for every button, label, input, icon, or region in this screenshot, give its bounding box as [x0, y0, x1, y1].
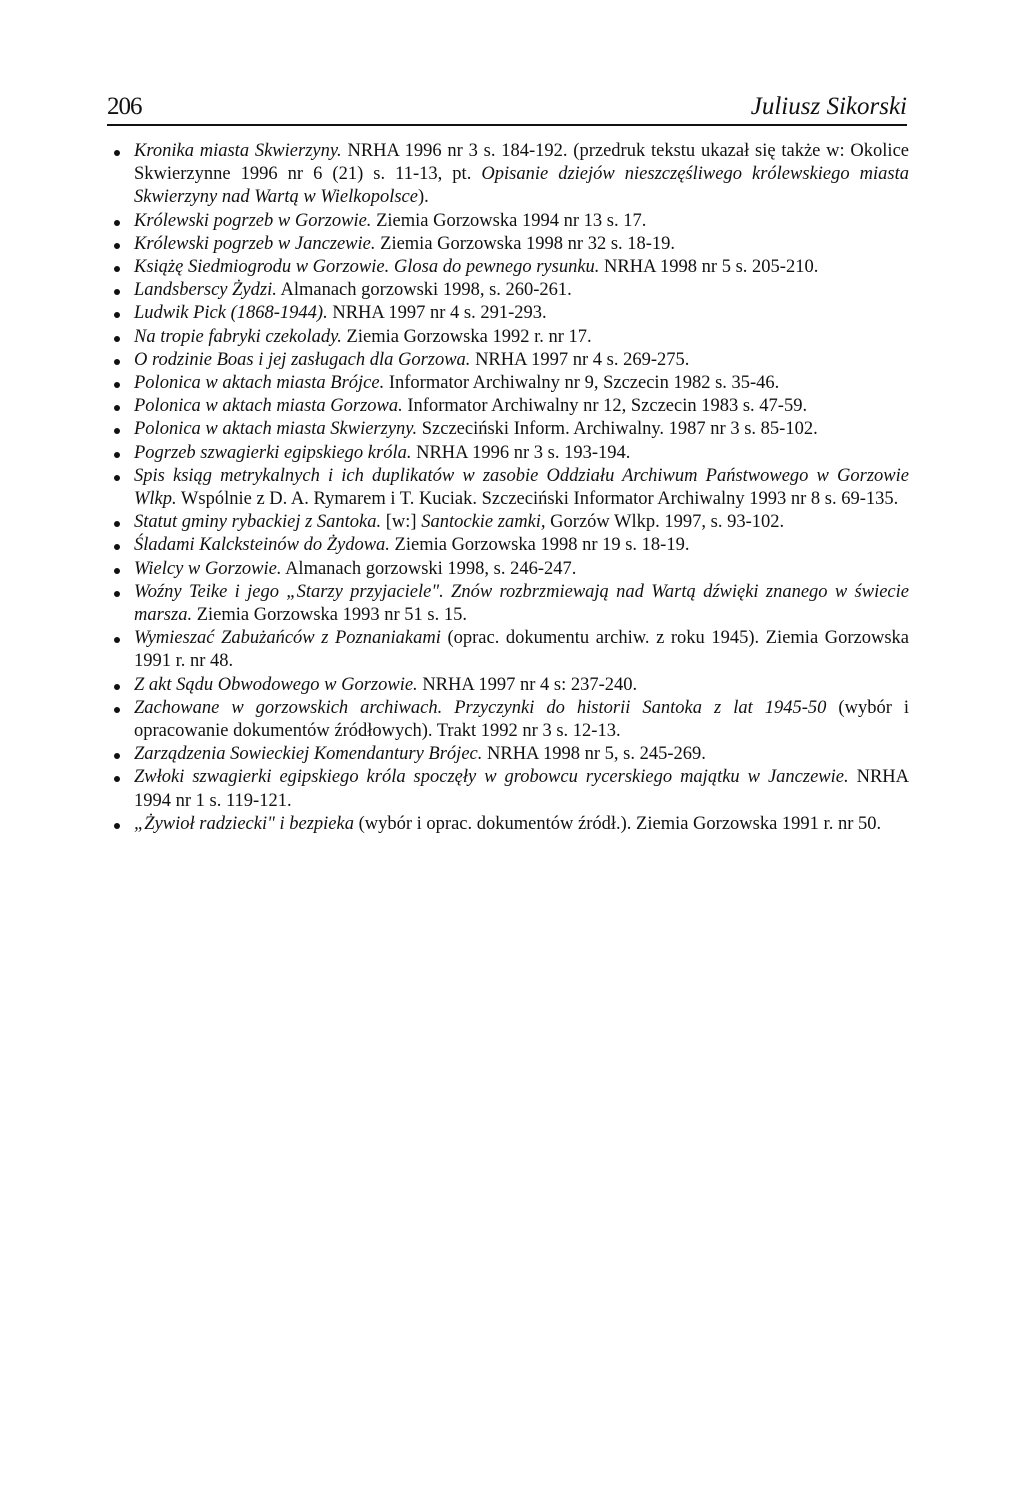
entry-details: NRHA 1997 nr 4 s. 291-293.: [327, 303, 547, 324]
bibliography-entry: [114, 349, 909, 372]
entry-details: NRHA 1996 nr 3 s. 193-194.: [411, 442, 631, 463]
entry-title: Woźny Teike i jego „Starzy przyjaciele". Znów rozbrzmiewają nad Wartą dźwięki znanego w świecie marsza.: [134, 581, 909, 626]
bibliography-entry: [114, 442, 909, 465]
entry-details: NRHA 1998 nr 5, s. 245-269.: [482, 744, 706, 765]
entry-title: Wymieszać Zabużańców z Poznaniakami: [134, 628, 441, 649]
entry-title: Książę Siedmiogrodu w Gorzowie. Glosa do pewnego rysunku.: [134, 257, 600, 278]
entry-title: Wielcy w Gorzowie.: [134, 558, 282, 579]
entry-title: Zachowane w gorzowskich archiwach. Przyczynki do historii Santoka z lat 1945-50: [134, 697, 827, 718]
entry-details: NRHA 1998 nr 5 s. 205-210.: [599, 257, 819, 278]
bibliography-entry: [114, 674, 909, 697]
entry-details-2: ).: [417, 187, 429, 208]
bibliography-entry: [114, 743, 909, 766]
entry-title: Statut gminy rybackiej z Santoka.: [134, 512, 382, 533]
bibliography-entry: [114, 256, 909, 279]
entry-details: Informator Archiwalny nr 9, Szczecin 1982 s. 35-46.: [384, 373, 780, 394]
entry-details: Wspólnie z D. A. Rymarem i T. Kuciak. Szczeciński Informator Archiwalny 1993 nr 8 s. 69-135.: [176, 489, 899, 510]
entry-details: NRHA 1996 nr 3 s. 184-192. (przedruk tekstu ukazał się także w: Okolice Skwierzynne 1996 nr 6 (21) s. 11-13, pt.: [134, 141, 909, 185]
bibliography-entry: [114, 210, 909, 233]
bibliography-entry: [114, 627, 909, 673]
entry-details: Ziemia Gorzowska 1998 nr 19 s. 18-19.: [389, 535, 690, 556]
entry-title: Królewski pogrzeb w Gorzowie.: [134, 210, 372, 231]
entry-details: [w:]: [381, 512, 422, 533]
entry-details: NRHA 1994 nr 1 s. 119-121.: [134, 767, 910, 811]
entry-details: (wybór i opracowanie dokumentów źródłowych). Trakt 1992 nr 3 s. 12-13.: [134, 697, 910, 742]
bibliography-entry: [114, 511, 909, 534]
entry-details-2: Gorzów Wlkp. 1997, s. 93-102.: [545, 512, 785, 533]
entry-title: Z akt Sądu Obwodowego w Gorzowie.: [134, 674, 418, 695]
entry-details: (wybór i oprac. dokumentów źródł.). Ziemia Gorzowska 1991 r. nr 50.: [353, 813, 882, 834]
entry-title: Na tropie fabryki czekolady.: [134, 326, 342, 347]
entry-details: Ziemia Gorzowska 1992 r. nr 17.: [341, 326, 592, 347]
entry-details: NRHA 1997 nr 4 s. 269-275.: [470, 349, 690, 370]
bibliography-entry: [114, 372, 909, 395]
bibliography-entry: [114, 465, 909, 511]
entry-title-2: Santockie zamki,: [421, 512, 546, 533]
bibliography-entry: [114, 766, 909, 812]
entry-title: Landsberscy Żydzi.: [134, 280, 277, 301]
entry-details: Informator Archiwalny nr 12, Szczecin 1983 s. 47-59.: [402, 396, 808, 417]
entry-title: Polonica w aktach miasta Skwierzyny.: [134, 419, 418, 440]
entry-title: Spis ksiąg metrykalnych i ich duplikatów w zasobie Oddziału Archiwum Państwowego w Gorzowie Wlkp.: [134, 465, 909, 510]
bibliography-entry: [114, 558, 909, 581]
entry-title: Polonica w aktach miasta Gorzowa.: [134, 396, 403, 417]
entry-title: Polonica w aktach miasta Brójce.: [134, 373, 385, 394]
page-number: 206: [107, 93, 142, 120]
entry-details: (oprac. dokumentu archiw. z roku 1945). Ziemia Gorzowska 1991 r. nr 48.: [134, 628, 909, 672]
page-header: [107, 86, 907, 126]
bibliography-entry: [114, 581, 909, 627]
entry-details: Ziemia Gorzowska 1993 nr 51 s. 15.: [192, 605, 467, 626]
running-head: Juliusz Sikorski: [750, 93, 907, 120]
entry-details: Ziemia Gorzowska 1994 nr 13 s. 17.: [371, 210, 647, 231]
entry-details: Almanach gorzowski 1998, s. 246-247.: [281, 558, 577, 579]
entry-title: Śladami Kalcksteinów do Żydowa.: [134, 535, 390, 556]
entry-title: Ludwik Pick (1868-1944).: [134, 303, 328, 324]
entry-title: O rodzinie Boas i jej zasługach dla Gorzowa.: [134, 349, 471, 370]
bibliography-entry: [114, 302, 909, 325]
bibliography-entry: [114, 326, 909, 349]
bibliography-entry: [114, 140, 909, 210]
entry-title: „Żywioł radziecki" i bezpieka: [134, 813, 354, 834]
entry-title-2: Opisanie dziejów nieszczęśliwego królewskiego miasta Skwierzyny nad Wartą w Wielkopolsce: [134, 164, 909, 208]
bibliography-entry: [114, 395, 909, 418]
entry-title: Pogrzeb szwagierki egipskiego króla.: [134, 442, 412, 463]
entry-details: NRHA 1997 nr 4 s: 237-240.: [417, 674, 638, 695]
bibliography-entry: [114, 279, 909, 302]
entry-title: Zwłoki szwagierki egipskiego króla spoczęły w grobowcu rycerskiego majątku w Janczewie.: [134, 767, 849, 788]
bibliography-list: [114, 140, 909, 836]
bibliography-entry: [114, 418, 909, 441]
entry-title: Kronika miasta Skwierzyny.: [134, 141, 342, 161]
entry-title: Zarządzenia Sowieckiej Komendantury Brójec.: [134, 744, 483, 765]
bibliography-entry: [114, 534, 909, 557]
entry-title: Królewski pogrzeb w Janczewie.: [134, 233, 376, 254]
bibliography-entry: [114, 697, 909, 743]
entry-details: Almanach gorzowski 1998, s. 260-261.: [276, 280, 572, 301]
bibliography-entry: [114, 233, 909, 256]
entry-details: Ziemia Gorzowska 1998 nr 32 s. 18-19.: [375, 233, 676, 254]
bibliography-entry: [114, 813, 909, 836]
entry-details: Szczeciński Inform. Archiwalny. 1987 nr 3 s. 85-102.: [417, 419, 818, 440]
